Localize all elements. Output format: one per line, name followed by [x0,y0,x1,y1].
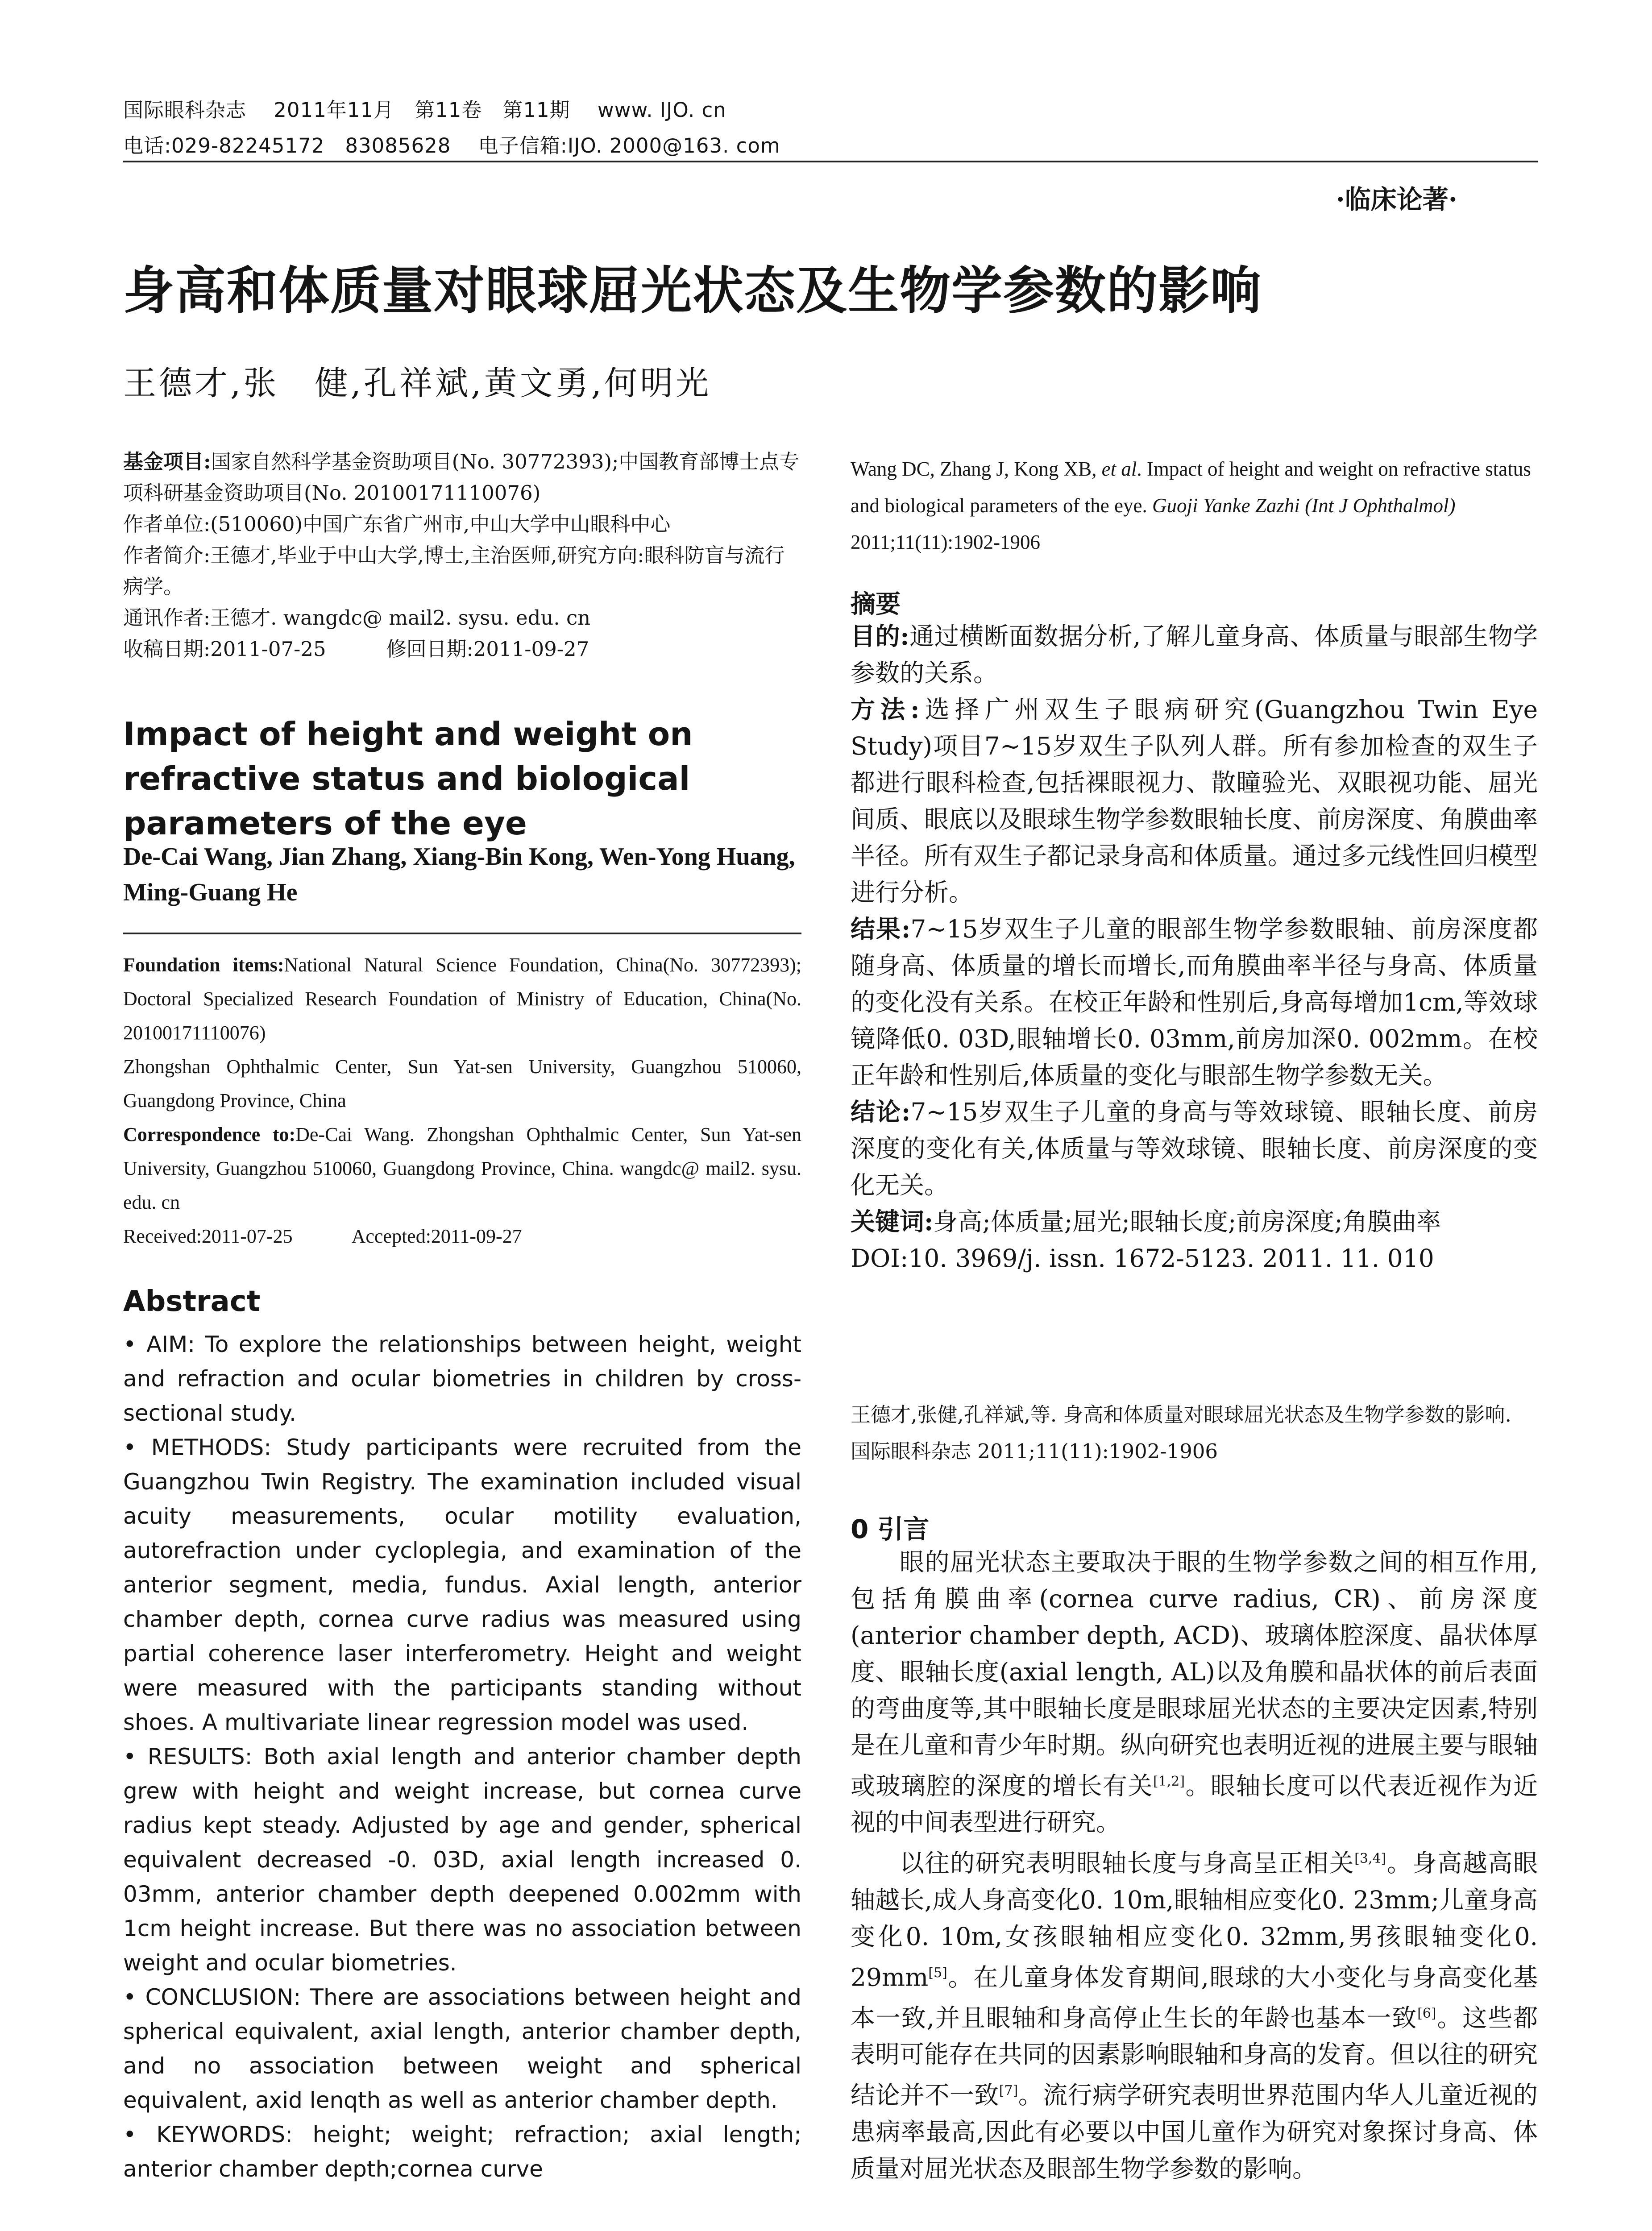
abstract-keywords: • KEYWORDS: height; weight; refraction; axial length; anterior chamber depth;cornea curve [123,2122,801,2182]
abstract-cn-conclusion [851,1094,1538,1203]
correspondence-en [123,1118,801,1219]
citation-cn: 王德才,张健,孔祥斌,等. 身高和体质量对眼球屈光状态及生物学参数的影响. 国际眼科杂志 2011;11(11):1902-1906 [851,1403,1511,1463]
correspondence-label: Correspondence to: [123,1124,296,1145]
abstract-heading-en: Abstract [123,1285,261,1318]
received-dates: 收稿日期:2011-07-25 修回日期:2011-09-27 [123,637,589,661]
intro-paragraph-2 [851,1841,1538,2186]
abstract-cn-aim [851,618,1538,691]
intro-p2-a: 以往的研究表明眼轴长度与身高呈正相关 [900,1849,1355,1878]
correspondence-text: De-Cai Wang. Zhongshan Ophthalmic Center, Sun Yat-sen University, Guangzhou 510060, Guangdong Province, China. wangdc@ mail2. sysu. edu. cn [123,1124,801,1213]
intro-heading: 0 引言 [851,1514,930,1544]
results-text-cn: 7~15岁双生子儿童的眼部生物学参数眼轴、前房深度都随身高、体质量的增长而增长,而角膜曲率半径与身高、体质量的变化没有关系。在校正年龄和性别后,身高每增加1cm,等效球镜降低0. 03D,眼轴增长0. 03mm,前房加深0. 002mm。在校正年龄和性别后,体质量的变化与眼部生物学参数无关。 [851,915,1538,1090]
conclusion-label-cn: 结论: [851,1097,911,1126]
article-title-en: Impact of height and weight on refractive status and biological parameters of the eye [123,715,693,842]
abstract-results: • RESULTS: Both axial length and anterior chamber depth grew with height and weight increase, but cornea curve radius kept steady. Adjusted by age and gender, spherical equivalent decreased -0. 03D, axial length increased 0. 03mm, anterior chamber depth deepened 0.002mm with 1cm height increase. But there was no association between weight and ocular biometries. [123,1744,801,1976]
intro-p1-text: 眼的屈光状态主要取决于眼的生物学参数之间的相互作用,包括角膜曲率(cornea curve radius, CR)、前房深度(anterior chamber depth, ACD)、玻璃体腔深度、晶状体厚度、眼轴长度(axial length, AL)以及角膜和晶状体的前后表面的弯曲度等,其中眼轴长度是眼球屈光状态的主要决定因素,特别是在儿童和青少年时期。纵向研究也表明近视的进展主要与眼轴或玻璃腔的深度的增长有关 [851,1548,1538,1800]
intro-p2-d: 。这些都表明可能存在共同的因素影响眼轴和身高的发育。但以往的研究结论并不一致 [851,2003,1538,2110]
journal-header-line2: 电话:029-82245172 83085628 电子信箱:IJO. 2000@163. com [123,134,780,158]
citation-authors: Wang DC, Zhang J, Kong XB, [851,458,1102,480]
abstract-en [123,1327,801,2186]
intro-p2-b: 。身高越高眼轴越长,成人身高变化0. 10m,眼轴相应变化0. 23mm;儿童身高变化0. 10m,女孩眼轴相应变化0. 32mm,男孩眼轴变化0. 29mm [851,1849,1538,1991]
keywords-text-cn: 身高;体质量;屈光;眼轴长度;前房深度;角膜曲率 [933,1207,1441,1236]
ref-5: [5] [928,1965,947,1981]
aim-label-cn: 目的: [851,622,909,651]
abstract-methods: • METHODS: Study participants were recruited from the Guangzhou Twin Registry. The examination included visual acuity measurements, ocular motility evaluation, autorefraction under cycloplegia, and examination of the anterior segment, media, fundus. Axial length, anterior chamber depth, cornea curve radius was measured using partial coherence laser interferometry. Height and weight were measured with the participants standing without shoes. A multivariate linear regression model was used. [123,1435,801,1735]
fund-text: 国家自然科学基金资助项目(No. 30772393);中国教育部博士点专项科研基金资助项目(No. 20100171110076) [123,450,800,505]
corresponding-author: 通讯作者:王德才. wangdc@ mail2. sysu. edu. cn [123,606,591,630]
foundation-block [123,948,801,1253]
author-bio: 作者简介:王德才,毕业于中山大学,博士,主治医师,研究方向:眼科防盲与流行病学。 [123,543,785,598]
affiliation-en: Zhongshan Ophthalmic Center, Sun Yat-sen University, Guangzhou 510060, Guangdong Province, China [123,1056,801,1111]
dates-en: Received:2011-07-25 Accepted:2011-09-27 [123,1225,522,1247]
ref-3-4: [3,4] [1354,1851,1386,1867]
aim-text-cn: 通过横断面数据分析,了解儿童身高、体质量与眼部生物学参数的关系。 [851,622,1538,687]
citation-volume: 2011;11(11):1902-1906 [851,531,1040,553]
keywords-label-cn: 关键词: [851,1207,934,1236]
foundation-text: National Natural Science Foundation, China(No. 30772393); Doctoral Specialized Research Foundation of Ministry of Education, China(No. 20100171110076) [123,954,801,1044]
author-unit: 作者单位:(510060)中国广东省广州市,中山大学中山眼科中心 [123,512,671,536]
abstract-aim: • AIM: To explore the relationships between height, weight and refraction and ocular biometries in children by cross-sectional study. [123,1331,801,1426]
intro-paragraph-1 [851,1544,1538,1841]
section-divider [123,933,801,934]
abstract-conclusion: • CONCLUSION: There are associations between height and spherical equivalent, axial length, anterior chamber depth, and no association between weight and spherical equivalent, axid lenqth as well as anterior chamber depth. [123,1984,801,2113]
intro-p1-tail: 。眼轴长度可以代表近视作为近视的中间表型进行研究。 [851,1771,1538,1837]
abstract-cn-results [851,911,1538,1094]
authors-cn: 王德才,张 健,孔祥斌,黄文勇,何明光 [123,364,712,402]
ref-6: [6] [1417,2005,1436,2021]
authors-en: De-Cai Wang, Jian Zhang, Xiang-Bin Kong, Wen-Yong Huang, Ming-Guang He [123,843,795,906]
doi: DOI:10. 3969/j. issn. 1672-5123. 2011. 11. 010 [851,1244,1434,1273]
intro-body [851,1544,1538,2187]
methods-text-cn: 选择广州双生子眼病研究(Guangzhou Twin Eye Study)项目7~15岁双生子队列人群。所有参加检查的双生子都进行眼科检查,包括裸眼视力、散瞳验光、双眼视功能、屈光间质、眼底以及眼球生物学参数眼轴长度、前房深度、角膜曲率半径。所有双生子都记录身高和体质量。通过多元线性回归模型进行分析。 [851,695,1538,907]
conclusion-text-cn: 7~15岁双生子儿童的身高与等效球镜、眼轴长度、前房深度的变化有关,体质量与等效球镜、眼轴长度、前房深度的变化无关。 [851,1098,1538,1199]
intro-p2-c: 。在儿童身体发育期间,眼球的大小变化与身高变化基本一致,并且眼轴和身高停止生长的年龄也基本一致 [851,1962,1538,2032]
citation-journal: Guoji Yanke Zazhi (Int J Ophthalmol) [1152,494,1456,517]
intro-p2-e: 。流行病学研究表明世界范围内华人儿童近视的患病率最高,因此有必要以中国儿童作为研究对象探讨身高、体质量对屈光状态及眼部生物学参数的影响。 [851,2081,1538,2183]
fund-info [123,446,801,509]
journal-header-line1: 国际眼科杂志 2011年11月 第11卷 第11期 www. IJO. cn [123,98,726,122]
ref-1-2: [1,2] [1153,1774,1185,1789]
section-tag: ·临床论著· [1336,184,1457,215]
foundation-label: Foundation items: [123,954,284,976]
abstract-cn-keywords [851,1203,1538,1240]
citation-title: . Impact of height and weight on refractive status and biological parameters of the eye. [851,458,1531,517]
abstract-cn [851,618,1538,1277]
abstract-cn-methods [851,691,1538,911]
ref-7: [7] [999,2083,1018,2099]
methods-label-cn: 方法: [851,695,920,724]
citation-etal: et al [1101,458,1137,480]
citation-en [851,451,1538,560]
header-divider [123,161,1538,162]
article-title-cn: 身高和体质量对眼球屈光状态及生物学参数的影响 [123,261,1262,320]
abstract-heading-cn: 摘要 [851,590,901,619]
fund-label: 基金项目: [123,450,211,473]
article-meta-cn [123,446,801,665]
results-label-cn: 结果: [851,914,911,943]
foundation-items [123,948,801,1050]
